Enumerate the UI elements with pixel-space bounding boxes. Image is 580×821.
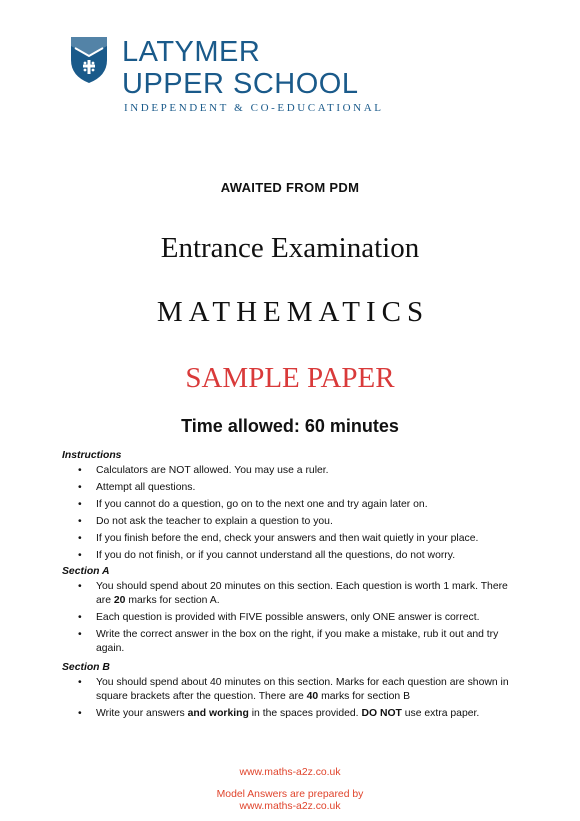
text: use extra paper.: [401, 708, 480, 719]
school-logo: [70, 30, 400, 120]
exam-title: Entrance Examination: [160, 232, 420, 264]
section-a-list: [62, 580, 522, 656]
footer-model-line: Model Answers are prepared by: [216, 789, 364, 800]
section-b-list: [62, 676, 522, 721]
section-b: [62, 661, 522, 724]
text: You should spend about 20 minutes on this section. Each question is worth 1 mark. There are: [96, 581, 508, 606]
list-item: • Each question is provided with FIVE possible answers, only ONE answer is correct.: [96, 611, 522, 625]
section-a-heading: Section A: [62, 566, 110, 577]
paper-type: SAMPLE PAPER: [185, 362, 395, 394]
list-item: • If you finish before the end, check your answers and then wait quietly in your place.: [96, 532, 522, 546]
list-item: [96, 580, 522, 608]
school-tagline: INDEPENDENT & CO-EDUCATIONAL: [124, 102, 384, 114]
text: You should spend about 40 minutes on this section. Marks for each question are shown in square brackets after the question. There are: [96, 677, 509, 702]
list-item: [96, 676, 522, 704]
school-name-line1: LATYMER: [122, 36, 261, 68]
list-item: • Calculators are NOT allowed. You may use a ruler.: [96, 464, 522, 478]
marks-count: 20: [113, 595, 126, 606]
list-item: • Do not ask the teacher to explain a question to you.: [96, 515, 522, 529]
instructions-list: [62, 464, 522, 563]
list-item: • If you do not finish, or if you cannot understand all the questions, do not worry.: [96, 549, 522, 563]
list-item: [96, 707, 522, 721]
instructions-heading: Instructions: [62, 450, 122, 461]
footer-model-url[interactable]: www.maths-a2z.co.uk: [239, 801, 341, 812]
school-name-line2: UPPER SCHOOL: [122, 68, 359, 100]
emphasis: DO NOT: [361, 708, 402, 719]
text: in the spaces provided.: [248, 708, 362, 719]
list-item: • Attempt all questions.: [96, 481, 522, 495]
text: Write your answers: [96, 708, 188, 719]
text: marks for section A.: [125, 595, 220, 606]
text: marks for section B: [318, 691, 411, 702]
awaited-note: AWAITED FROM PDM: [220, 180, 360, 195]
emphasis: and working: [187, 708, 249, 719]
section-b-heading: Section B: [62, 662, 110, 673]
school-crest-icon: [70, 34, 108, 84]
section-a: [62, 565, 522, 659]
list-item: • Write the correct answer in the box on the right, if you make a mistake, rub it out and try again.: [96, 628, 522, 656]
footer-url[interactable]: www.maths-a2z.co.uk: [239, 767, 341, 778]
subject-title: MATHEMATICS: [156, 296, 430, 328]
marks-count: 40: [306, 691, 319, 702]
time-allowed: Time allowed: 60 minutes: [181, 416, 399, 436]
instructions-section: [62, 449, 522, 566]
list-item: • If you cannot do a question, go on to the next one and try again later on.: [96, 498, 522, 512]
